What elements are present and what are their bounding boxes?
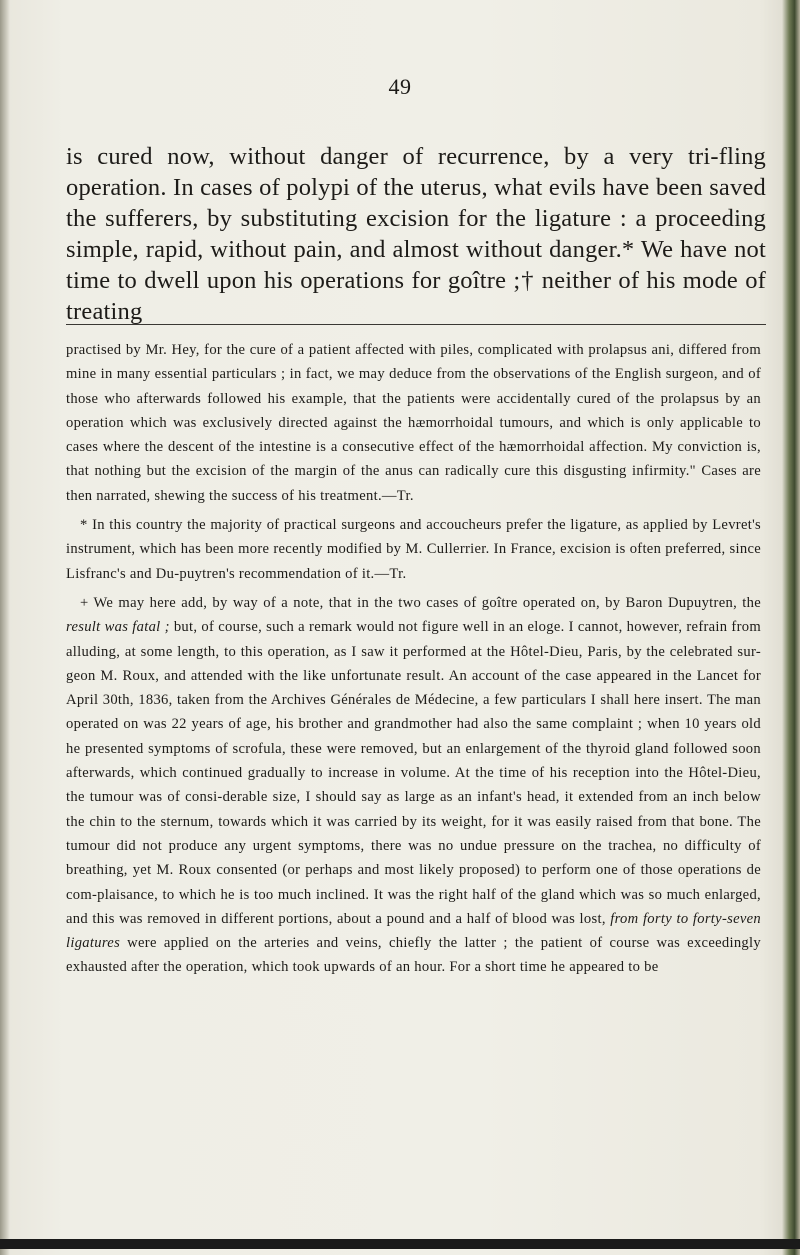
footnotes-section — [66, 338, 761, 980]
page-bottom-edge — [0, 1239, 800, 1249]
footnote-dagger-emphasis: result was fatal ; — [66, 619, 170, 636]
footnote-divider — [66, 324, 766, 325]
page-number: 49 — [388, 74, 412, 99]
footnote-dagger-emphasis: from forty to forty-seven ligatures — [66, 910, 762, 952]
page-edge — [782, 0, 800, 1255]
page-gutter-shadow — [0, 0, 10, 1255]
footnote-star: * In this country the majority of practical surgeons and accoucheurs prefer the ligature, as applied by Levret's instrument, which has been more recently modified by M. Cullerrier. In France, excision is often preferred, since Lisfranc's and Du-puytren's recommendation of it.—Tr. — [66, 517, 761, 582]
footnote-dagger-text: were applied on the arteries and veins, chiefly the latter ; the patient of course was exceedingly exhausted after the operation, which took upwards of an hour. For a short time he appeared to be — [66, 935, 761, 976]
footnote-continued: practised by Mr. Hey, for the cure of a patient affected with piles, complicated with prolapsus ani, differed from mine in many essential particulars ; in fact, we may deduce from the observations of the English surgeon, and of those who afterwards followed his example, that the patients were accidentally cured of the prolapsus by an operation which was exclusively directed against the hæmorrhoidal tumours, and which is only applicable to cases where the descent of the intestine is a consecutive effect of the hæmorrhoidal affection. My conviction is, that nothing but the excision of the margin of the anus can radically cure this disgusting infirmity." Cases are then narrated, shewing the success of his treatment.—Tr. — [66, 342, 761, 504]
footnote-dagger-text: + We may here add, by way of a note, that in the two cases of goître operated on, by Baron Dupuytren, the — [80, 594, 761, 611]
main-paragraph: is cured now, without danger of recurrence, by a very tri-fling operation. In cases of polypi of the uterus, what evils have been saved the sufferers, by substituting excision for the ligature : a proceeding simple, rapid, without pain, and almost without danger.* We have not time to dwell upon his operations for goître ;† neither of his mode of treating — [66, 142, 766, 325]
footnote-dagger — [66, 591, 761, 980]
footnote-dagger-text: but, of course, such a remark would not figure well in an eloge. I cannot, however, refrain from alluding, at some length, to this operation, as I saw it performed at the Hôtel-Dieu, Paris, by the celebrated sur-geon M. Roux, and attended with the like unfortunate result. An account of the case appeared in the Lancet for April 30th, 1836, taken from the Archives Générales de Médecine, a few particulars I shall here insert. The man operated on was 22 years of age, his brother and grandmother had also the same complaint ; when 10 years old he presented symptoms of scrofula, these were removed, but an enlargement of the thyroid gland followed soon afterwards, which continued gradually to increase in volume. At the time of his reception into the Hôtel-Dieu, the tumour was of consi-derable size, I should say as large as an infant's head, it extended from an inch below the chin to the sternum, towards which it was carried by its weight, for it was easily raised from that bone. The tumour did not produce any urgent symptoms, there was no undue pressure on the trachea, no difficulty of breathing, yet M. Roux consented (or perhaps and most likely proposed) to perform one of those operations de com-plaisance, to which he is too much inclined. It was the right half of the gland which was so much enlarged, and this was removed in different portions, about a pound and a half of blood was lost, — [66, 619, 762, 927]
